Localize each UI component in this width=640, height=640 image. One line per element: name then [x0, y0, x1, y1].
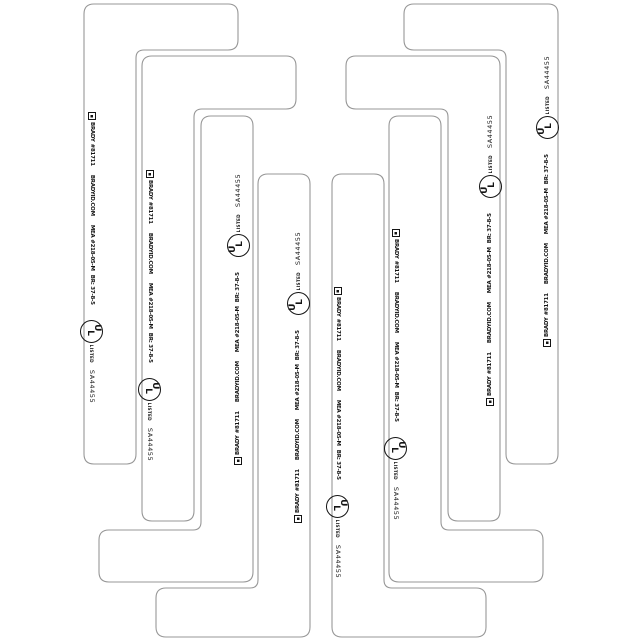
- listed-text: LISTED: [235, 214, 241, 233]
- label-legend-l3: [225, 174, 251, 465]
- ul-file-number-text: SA44455: [234, 173, 242, 208]
- brady-logo-icon: [146, 170, 154, 178]
- label-legend-r1: [534, 56, 560, 347]
- listed-text: LISTED: [544, 96, 550, 115]
- ul-listed-icon: [479, 175, 502, 198]
- brady-logo-icon: [294, 515, 302, 523]
- website-text: BRADYID.COM: [147, 232, 153, 274]
- brady-logo-icon: [88, 112, 96, 120]
- mea-number-text: MEA #218-05-M: [89, 224, 95, 271]
- listed-text: LISTED: [335, 519, 341, 538]
- ul-file-number-text: SA44455: [294, 231, 302, 266]
- ul-file-number-text: SA44455: [88, 369, 96, 404]
- label-legend-l4: [285, 232, 311, 523]
- mea-number-text: MEA #218-05-M: [235, 306, 241, 353]
- part-number-text: #81711: [295, 469, 301, 492]
- ul-file-number-text: SA44455: [543, 55, 551, 90]
- ul-file-number-text: SA44455: [146, 427, 154, 462]
- br-number-text: BR: 37-8-5: [487, 213, 493, 244]
- part-number-text: #81711: [544, 293, 550, 316]
- brand-text: BRADY: [335, 297, 341, 317]
- brand-text: BRADY: [235, 435, 241, 455]
- part-number-text: #81711: [487, 352, 493, 375]
- website-text: BRADYID.COM: [544, 243, 550, 285]
- website-text: BRADYID.COM: [335, 349, 341, 391]
- ul-letter-l: L: [85, 330, 95, 336]
- ul-letter-l: L: [487, 182, 497, 188]
- ul-listed-icon: [327, 495, 350, 518]
- brady-logo-icon: [543, 339, 551, 347]
- br-number-text: BR: 37-8-5: [147, 332, 153, 363]
- mea-number-text: MEA #218-05-M: [487, 247, 493, 294]
- ul-listed-icon: [81, 320, 104, 343]
- ul-letter-u: U: [288, 303, 298, 311]
- brand-text: BRADY: [393, 239, 399, 259]
- website-text: BRADYID.COM: [487, 302, 493, 344]
- part-number-text: #81711: [147, 201, 153, 224]
- listed-text: LISTED: [147, 402, 153, 421]
- ul-letter-l: L: [389, 447, 399, 453]
- label-legend-r4: [325, 287, 351, 578]
- ul-letter-l: L: [235, 241, 245, 247]
- part-number-text: #81711: [393, 260, 399, 283]
- part-number-text: #81711: [235, 411, 241, 434]
- br-number-text: BR: 37-8-5: [235, 272, 241, 303]
- ul-listed-icon: [287, 292, 310, 315]
- ul-listed-icon: [536, 116, 559, 139]
- brady-logo-icon: [392, 229, 400, 237]
- brand-text: BRADY: [487, 376, 493, 396]
- mea-number-text: MEA #218-05-M: [544, 188, 550, 235]
- mea-number-text: MEA #218-05-M: [393, 341, 399, 388]
- listed-text: LISTED: [89, 344, 95, 363]
- part-number-text: #81711: [89, 143, 95, 166]
- brady-logo-icon: [234, 457, 242, 465]
- ul-letter-u: U: [537, 127, 547, 135]
- brand-text: BRADY: [544, 317, 550, 337]
- website-text: BRADYID.COM: [89, 174, 95, 216]
- ul-letter-l: L: [143, 388, 153, 394]
- br-number-text: BR: 37-8-5: [544, 154, 550, 185]
- mea-number-text: MEA #218-05-M: [147, 282, 153, 329]
- brady-logo-icon: [334, 287, 342, 295]
- mea-number-text: MEA #218-05-M: [295, 364, 301, 411]
- ul-letter-u: U: [150, 382, 160, 390]
- ul-letter-u: U: [92, 324, 102, 332]
- ul-listed-icon: [227, 234, 250, 257]
- listed-text: LISTED: [393, 461, 399, 480]
- ul-letter-u: U: [338, 499, 348, 507]
- ul-letter-l: L: [295, 299, 305, 305]
- brady-logo-icon: [486, 398, 494, 406]
- label-legend-l2: [137, 170, 163, 461]
- ul-file-number-text: SA44455: [392, 486, 400, 521]
- brand-text: BRADY: [89, 122, 95, 142]
- ul-file-number-text: SA44455: [486, 114, 494, 149]
- br-number-text: BR: 37-8-5: [89, 274, 95, 305]
- ul-letter-u: U: [396, 441, 406, 449]
- website-text: BRADYID.COM: [295, 419, 301, 461]
- ul-letter-l: L: [544, 123, 554, 129]
- part-number-text: #81711: [335, 318, 341, 341]
- mea-number-text: MEA #218-05-M: [335, 399, 341, 446]
- listed-text: LISTED: [487, 155, 493, 174]
- ul-letter-u: U: [228, 245, 238, 253]
- ul-listed-icon: [139, 378, 162, 401]
- ul-listed-icon: [385, 437, 408, 460]
- ul-letter-u: U: [480, 186, 490, 194]
- listed-text: LISTED: [295, 272, 301, 291]
- label-legend-l1: [79, 112, 105, 403]
- website-text: BRADYID.COM: [235, 361, 241, 403]
- label-legend-r2: [477, 115, 503, 406]
- label-legend-r3: [383, 229, 409, 520]
- brand-text: BRADY: [147, 180, 153, 200]
- brand-text: BRADY: [295, 493, 301, 513]
- ul-file-number-text: SA44455: [334, 544, 342, 579]
- br-number-text: BR: 37-8-5: [335, 449, 341, 480]
- br-number-text: BR: 37-8-5: [295, 330, 301, 361]
- ul-letter-l: L: [331, 505, 341, 511]
- br-number-text: BR: 37-8-5: [393, 391, 399, 422]
- website-text: BRADYID.COM: [393, 291, 399, 333]
